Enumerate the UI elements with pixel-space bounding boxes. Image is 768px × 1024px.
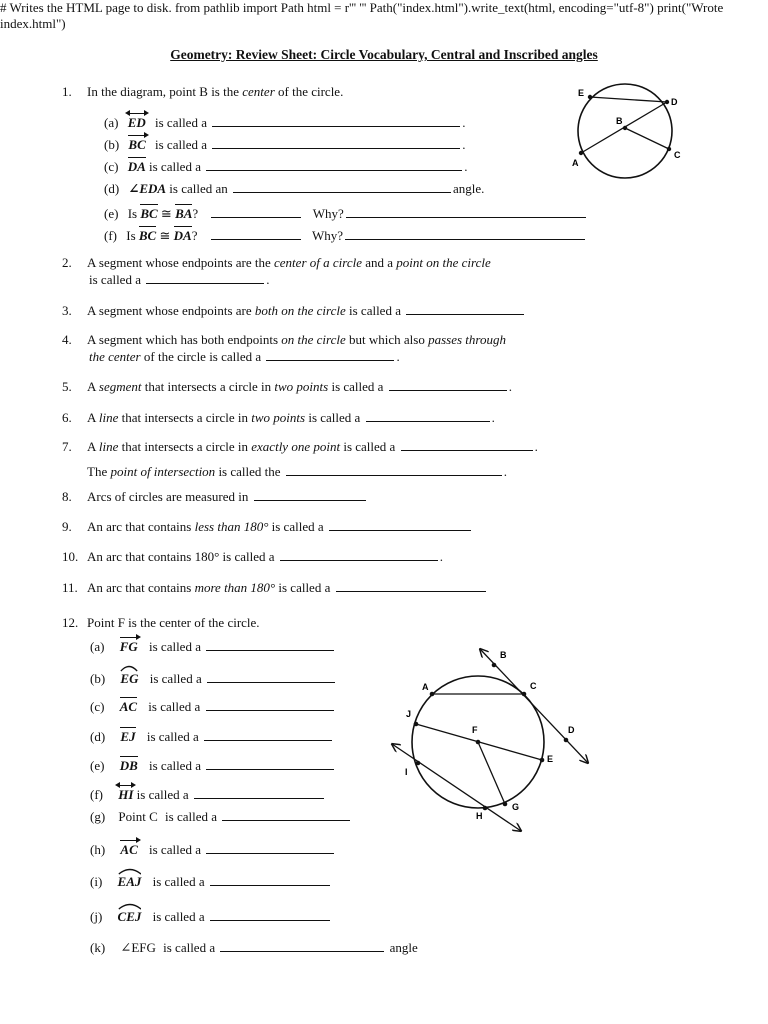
answer-blank-12g[interactable] — [222, 809, 350, 821]
q1-prompt: In the diagram, point B is the center of the circle. — [87, 84, 344, 99]
answer-blank-1d[interactable] — [233, 181, 451, 193]
answer-blank-1f[interactable] — [211, 228, 301, 240]
q9-prompt: An arc that contains less than 180° is called a — [87, 519, 473, 535]
circle-diagram-2 — [385, 640, 600, 840]
q12-item-j: (j) CEJ is called a — [90, 904, 332, 925]
q5-number: 5. — [62, 379, 72, 394]
q12-item-i: (i) EAJ is called a — [90, 869, 332, 890]
answer-blank-5[interactable] — [389, 379, 507, 391]
answer-blank-11[interactable] — [336, 580, 486, 592]
q6-number: 6. — [62, 410, 72, 425]
q2-number: 2. — [62, 255, 72, 270]
answer-blank-10[interactable] — [280, 549, 438, 561]
q1-item-b: (b) BC is called a . — [104, 134, 466, 153]
worksheet-title: Geometry: Review Sheet: Circle Vocabulary, Central and Inscribed angles — [170, 47, 598, 62]
q3-number: 3. — [62, 303, 72, 318]
q6-prompt: A line that intersects a circle in two points is called a . — [87, 410, 495, 425]
answer-blank-7b[interactable] — [286, 464, 502, 476]
q12-item-g: (g) Point C is called a — [90, 809, 352, 825]
why-blank-1e[interactable] — [346, 206, 586, 218]
answer-blank-8[interactable] — [254, 489, 366, 501]
answer-blank-12i[interactable] — [210, 874, 330, 886]
q12-item-d: (d) EJ is called a — [90, 726, 334, 745]
q4-prompt-cont: the center of the circle is called a . — [89, 349, 400, 364]
answer-blank-12a[interactable] — [206, 639, 334, 651]
answer-blank-12d[interactable] — [204, 729, 332, 741]
point-label: A — [422, 682, 429, 692]
answer-blank-1e[interactable] — [211, 206, 301, 218]
answer-blank-3[interactable] — [406, 303, 524, 315]
q7-prompt: A line that intersects a circle in exactly one point is called a . — [87, 439, 538, 454]
point-label: B — [500, 650, 507, 660]
q12-item-c: (c) AC is called a — [90, 696, 336, 715]
q11-prompt: An arc that contains more than 180° is called a — [87, 580, 488, 596]
q12-item-h: (h) AC is called a — [90, 839, 336, 858]
answer-blank-1a[interactable] — [212, 115, 460, 127]
answer-blank-12c[interactable] — [206, 699, 334, 711]
q12-prompt: Point F is the center of the circle. — [87, 615, 260, 630]
circle-diagram-1 — [565, 78, 690, 188]
q8-prompt: Arcs of circles are measured in — [87, 489, 368, 505]
answer-blank-9[interactable] — [329, 519, 471, 531]
q2-prompt-cont: is called a . — [89, 272, 270, 287]
point-label: C — [674, 150, 681, 160]
q10-prompt: An arc that contains 180° is called a . — [87, 549, 443, 564]
point-label: D — [671, 97, 678, 107]
q12-item-f: (f) HI is called a — [90, 784, 326, 803]
answer-blank-12h[interactable] — [206, 842, 334, 854]
q12-item-b: (b) EG is called a — [90, 666, 337, 687]
answer-blank-4[interactable] — [266, 349, 394, 361]
q1-item-f: (f) Is BC ≅ DA? Why? — [104, 225, 587, 244]
point-label: A — [572, 158, 579, 168]
q8-number: 8. — [62, 489, 72, 504]
point-label: H — [476, 811, 483, 821]
point-label: G — [512, 802, 520, 812]
q12-item-a: (a) FG is called a — [90, 636, 336, 655]
q1-item-d: (d) ∠EDA is called an angle. — [104, 181, 485, 196]
q12-item-k: (k) ∠EFG is called a angle — [90, 940, 418, 955]
point-label: J — [406, 709, 412, 719]
q5-prompt: A segment that intersects a circle in two points is called a . — [87, 379, 512, 394]
q9-number: 9. — [62, 519, 72, 534]
why-blank-1f[interactable] — [345, 228, 585, 240]
point-label: B — [616, 116, 623, 126]
answer-blank-2[interactable] — [146, 272, 264, 284]
answer-blank-1b[interactable] — [212, 137, 460, 149]
answer-blank-12j[interactable] — [210, 909, 330, 921]
q7-prompt-cont: The point of intersection is called the . — [87, 464, 508, 479]
q4-number: 4. — [62, 332, 72, 347]
q1-number: 1. — [62, 84, 72, 99]
point-label: F — [472, 725, 478, 735]
q12-item-e: (e) DB is called a — [90, 755, 336, 774]
q4-prompt: A segment which has both endpoints on the circle but which also passes through — [87, 332, 506, 347]
answer-blank-7[interactable] — [401, 439, 533, 451]
q12-number: 12. — [62, 615, 79, 630]
q1-item-a: (a) ED is called a . — [104, 112, 465, 131]
point-label: I — [405, 767, 408, 777]
point-label: E — [578, 88, 585, 98]
q11-number: 11. — [62, 580, 78, 595]
q1-item-e: (e) Is BC ≅ BA? Why? — [104, 203, 588, 222]
q2-prompt: A segment whose endpoints are the center of a circle and a point on the circle — [87, 255, 491, 270]
answer-blank-12b[interactable] — [207, 671, 335, 683]
q3-prompt: A segment whose endpoints are both on the circle is called a — [87, 303, 526, 319]
point-label: E — [547, 754, 554, 764]
answer-blank-6[interactable] — [366, 410, 490, 422]
q1-item-c: (c) DA is called a . — [104, 156, 467, 175]
q7-number: 7. — [62, 439, 72, 454]
point-label: C — [530, 681, 537, 691]
point-label: D — [568, 725, 575, 735]
answer-blank-12e[interactable] — [206, 758, 334, 770]
answer-blank-12f[interactable] — [194, 787, 324, 799]
q10-number: 10. — [62, 549, 79, 564]
answer-blank-12k[interactable] — [220, 940, 384, 952]
answer-blank-1c[interactable] — [206, 159, 462, 171]
